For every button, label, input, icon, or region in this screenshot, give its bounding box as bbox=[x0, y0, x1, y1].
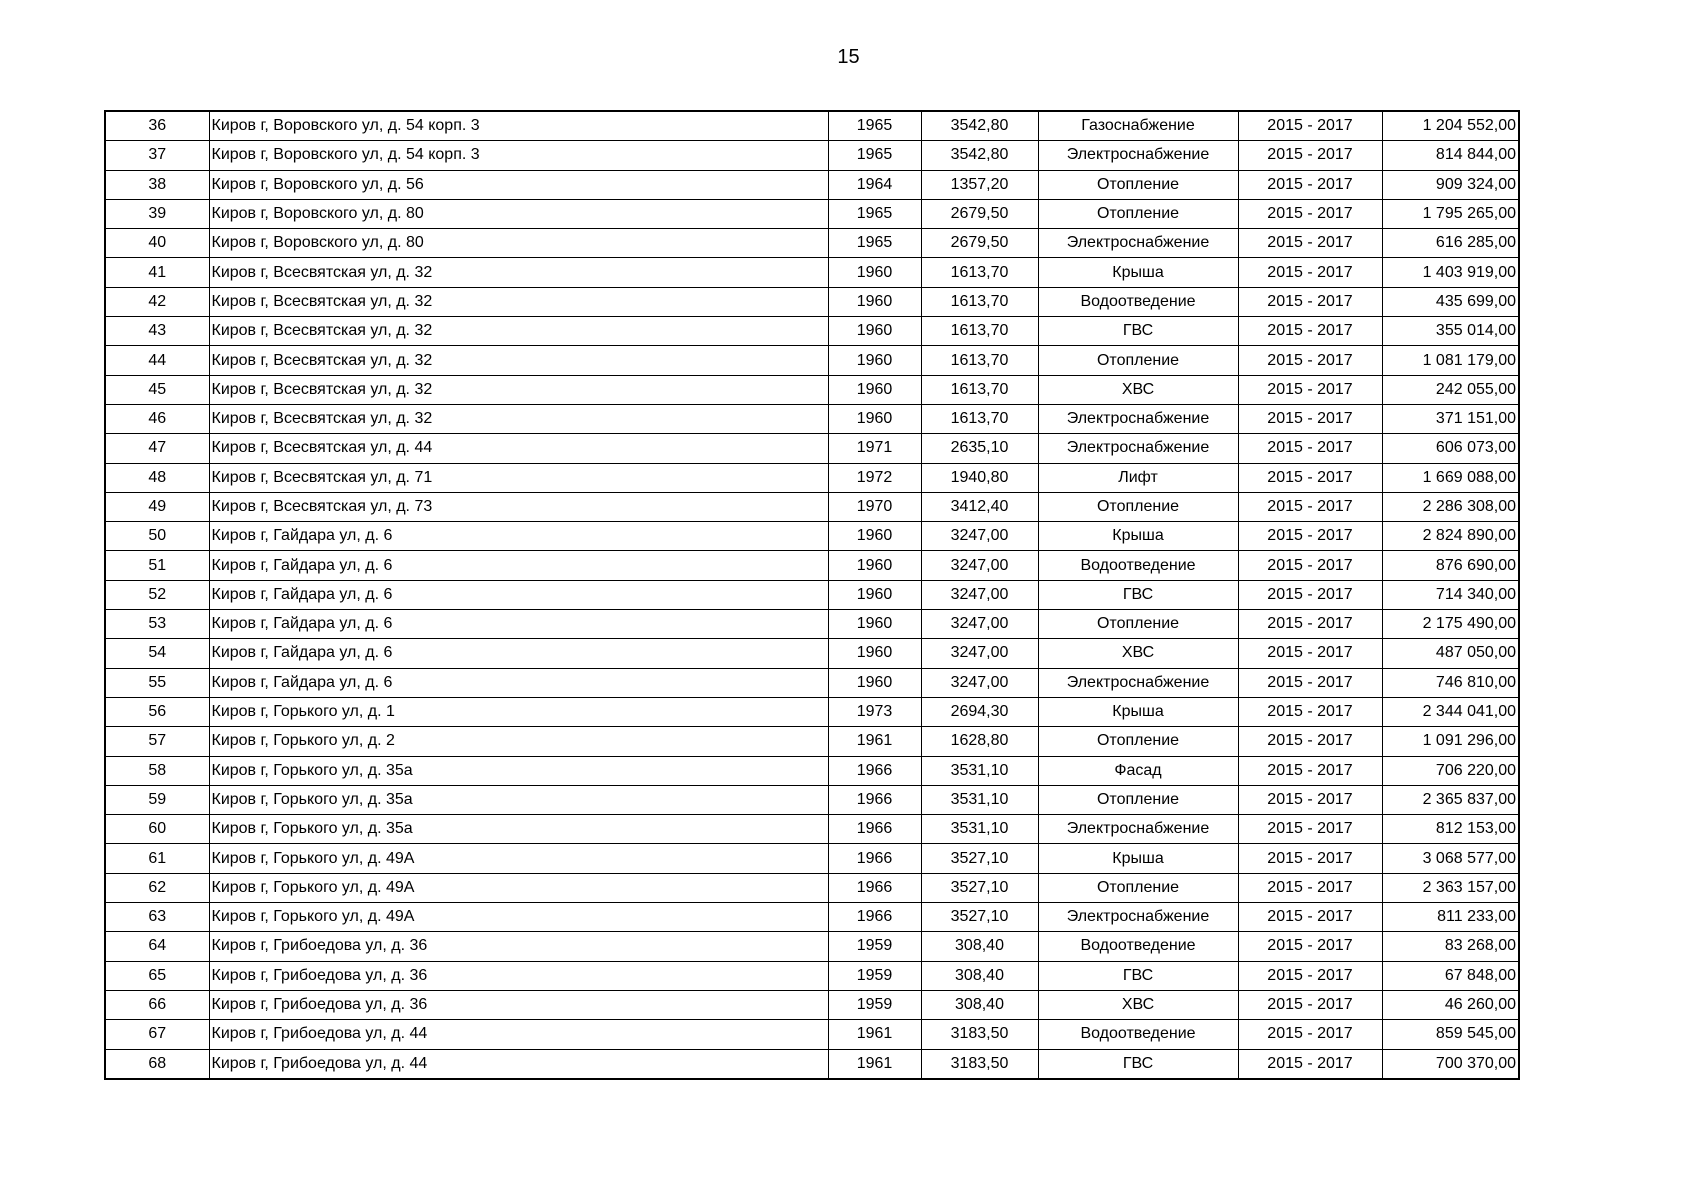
area-cell: 308,40 bbox=[921, 990, 1038, 1019]
row-number-cell: 41 bbox=[105, 258, 209, 287]
area-cell: 3247,00 bbox=[921, 551, 1038, 580]
address-cell: Киров г, Воровского ул, д. 54 корп. 3 bbox=[209, 111, 828, 141]
work-type-cell: ГВС bbox=[1038, 580, 1238, 609]
table-row bbox=[105, 317, 1519, 346]
address-cell: Киров г, Горького ул, д. 35а bbox=[209, 815, 828, 844]
row-number-cell: 65 bbox=[105, 961, 209, 990]
year-built-cell: 1961 bbox=[828, 1049, 921, 1079]
period-cell: 2015 - 2017 bbox=[1238, 404, 1382, 433]
year-built-cell: 1965 bbox=[828, 229, 921, 258]
table-row bbox=[105, 697, 1519, 726]
cost-cell: 242 055,00 bbox=[1382, 375, 1519, 404]
row-number-cell: 47 bbox=[105, 434, 209, 463]
period-cell: 2015 - 2017 bbox=[1238, 170, 1382, 199]
table-row bbox=[105, 434, 1519, 463]
row-number-cell: 57 bbox=[105, 727, 209, 756]
period-cell: 2015 - 2017 bbox=[1238, 756, 1382, 785]
row-number-cell: 45 bbox=[105, 375, 209, 404]
area-cell: 3527,10 bbox=[921, 903, 1038, 932]
address-cell: Киров г, Грибоедова ул, д. 36 bbox=[209, 961, 828, 990]
row-number-cell: 38 bbox=[105, 170, 209, 199]
work-type-cell: Отопление bbox=[1038, 727, 1238, 756]
period-cell: 2015 - 2017 bbox=[1238, 873, 1382, 902]
cost-cell: 2 286 308,00 bbox=[1382, 492, 1519, 521]
year-built-cell: 1960 bbox=[828, 522, 921, 551]
cost-cell: 83 268,00 bbox=[1382, 932, 1519, 961]
period-cell: 2015 - 2017 bbox=[1238, 727, 1382, 756]
year-built-cell: 1965 bbox=[828, 141, 921, 170]
year-built-cell: 1972 bbox=[828, 463, 921, 492]
address-cell: Киров г, Горького ул, д. 35а bbox=[209, 785, 828, 814]
table-row bbox=[105, 610, 1519, 639]
table-row bbox=[105, 580, 1519, 609]
cost-cell: 371 151,00 bbox=[1382, 404, 1519, 433]
address-cell: Киров г, Всесвятская ул, д. 32 bbox=[209, 404, 828, 433]
cost-cell: 606 073,00 bbox=[1382, 434, 1519, 463]
period-cell: 2015 - 2017 bbox=[1238, 932, 1382, 961]
cost-cell: 1 669 088,00 bbox=[1382, 463, 1519, 492]
address-cell: Киров г, Всесвятская ул, д. 32 bbox=[209, 258, 828, 287]
area-cell: 1613,70 bbox=[921, 258, 1038, 287]
table-row bbox=[105, 815, 1519, 844]
cost-cell: 876 690,00 bbox=[1382, 551, 1519, 580]
address-cell: Киров г, Воровского ул, д. 54 корп. 3 bbox=[209, 141, 828, 170]
work-type-cell: Крыша bbox=[1038, 697, 1238, 726]
address-cell: Киров г, Грибоедова ул, д. 36 bbox=[209, 990, 828, 1019]
address-cell: Киров г, Горького ул, д. 1 bbox=[209, 697, 828, 726]
address-cell: Киров г, Воровского ул, д. 80 bbox=[209, 199, 828, 228]
table-row bbox=[105, 1020, 1519, 1049]
year-built-cell: 1960 bbox=[828, 317, 921, 346]
table-row bbox=[105, 903, 1519, 932]
row-number-cell: 66 bbox=[105, 990, 209, 1019]
work-type-cell: Фасад bbox=[1038, 756, 1238, 785]
period-cell: 2015 - 2017 bbox=[1238, 785, 1382, 814]
cost-cell: 2 824 890,00 bbox=[1382, 522, 1519, 551]
work-type-cell: Водоотведение bbox=[1038, 1020, 1238, 1049]
year-built-cell: 1960 bbox=[828, 346, 921, 375]
row-number-cell: 49 bbox=[105, 492, 209, 521]
address-cell: Киров г, Воровского ул, д. 56 bbox=[209, 170, 828, 199]
row-number-cell: 53 bbox=[105, 610, 209, 639]
year-built-cell: 1966 bbox=[828, 785, 921, 814]
row-number-cell: 55 bbox=[105, 668, 209, 697]
address-cell: Киров г, Воровского ул, д. 80 bbox=[209, 229, 828, 258]
address-cell: Киров г, Горького ул, д. 49А bbox=[209, 903, 828, 932]
cost-cell: 435 699,00 bbox=[1382, 287, 1519, 316]
work-type-cell: Крыша bbox=[1038, 258, 1238, 287]
year-built-cell: 1960 bbox=[828, 287, 921, 316]
work-type-cell: Электроснабжение bbox=[1038, 141, 1238, 170]
year-built-cell: 1960 bbox=[828, 610, 921, 639]
row-number-cell: 59 bbox=[105, 785, 209, 814]
area-cell: 3183,50 bbox=[921, 1049, 1038, 1079]
table-row bbox=[105, 668, 1519, 697]
cost-cell: 616 285,00 bbox=[1382, 229, 1519, 258]
address-cell: Киров г, Грибоедова ул, д. 44 bbox=[209, 1020, 828, 1049]
work-type-cell: Электроснабжение bbox=[1038, 903, 1238, 932]
work-type-cell: Отопление bbox=[1038, 610, 1238, 639]
period-cell: 2015 - 2017 bbox=[1238, 375, 1382, 404]
table-row bbox=[105, 961, 1519, 990]
repair-program-table bbox=[104, 110, 1520, 1080]
period-cell: 2015 - 2017 bbox=[1238, 990, 1382, 1019]
year-built-cell: 1966 bbox=[828, 903, 921, 932]
row-number-cell: 68 bbox=[105, 1049, 209, 1079]
work-type-cell: Отопление bbox=[1038, 346, 1238, 375]
area-cell: 3247,00 bbox=[921, 580, 1038, 609]
address-cell: Киров г, Горького ул, д. 49А bbox=[209, 873, 828, 902]
table-row bbox=[105, 639, 1519, 668]
cost-cell: 909 324,00 bbox=[1382, 170, 1519, 199]
year-built-cell: 1960 bbox=[828, 551, 921, 580]
row-number-cell: 37 bbox=[105, 141, 209, 170]
period-cell: 2015 - 2017 bbox=[1238, 844, 1382, 873]
year-built-cell: 1960 bbox=[828, 375, 921, 404]
area-cell: 1613,70 bbox=[921, 317, 1038, 346]
row-number-cell: 67 bbox=[105, 1020, 209, 1049]
area-cell: 3247,00 bbox=[921, 668, 1038, 697]
period-cell: 2015 - 2017 bbox=[1238, 258, 1382, 287]
address-cell: Киров г, Гайдара ул, д. 6 bbox=[209, 668, 828, 697]
table-row bbox=[105, 492, 1519, 521]
row-number-cell: 51 bbox=[105, 551, 209, 580]
year-built-cell: 1964 bbox=[828, 170, 921, 199]
row-number-cell: 61 bbox=[105, 844, 209, 873]
area-cell: 3247,00 bbox=[921, 639, 1038, 668]
cost-cell: 812 153,00 bbox=[1382, 815, 1519, 844]
year-built-cell: 1960 bbox=[828, 668, 921, 697]
area-cell: 3531,10 bbox=[921, 756, 1038, 785]
year-built-cell: 1966 bbox=[828, 873, 921, 902]
cost-cell: 3 068 577,00 bbox=[1382, 844, 1519, 873]
work-type-cell: Электроснабжение bbox=[1038, 668, 1238, 697]
address-cell: Киров г, Всесвятская ул, д. 32 bbox=[209, 287, 828, 316]
area-cell: 3527,10 bbox=[921, 873, 1038, 902]
row-number-cell: 42 bbox=[105, 287, 209, 316]
work-type-cell: Водоотведение bbox=[1038, 932, 1238, 961]
address-cell: Киров г, Всесвятская ул, д. 71 bbox=[209, 463, 828, 492]
cost-cell: 1 204 552,00 bbox=[1382, 111, 1519, 141]
row-number-cell: 40 bbox=[105, 229, 209, 258]
work-type-cell: Лифт bbox=[1038, 463, 1238, 492]
area-cell: 3247,00 bbox=[921, 522, 1038, 551]
address-cell: Киров г, Всесвятская ул, д. 73 bbox=[209, 492, 828, 521]
area-cell: 3542,80 bbox=[921, 141, 1038, 170]
table-row bbox=[105, 785, 1519, 814]
cost-cell: 706 220,00 bbox=[1382, 756, 1519, 785]
area-cell: 2679,50 bbox=[921, 229, 1038, 258]
area-cell: 2679,50 bbox=[921, 199, 1038, 228]
period-cell: 2015 - 2017 bbox=[1238, 903, 1382, 932]
cost-cell: 67 848,00 bbox=[1382, 961, 1519, 990]
year-built-cell: 1961 bbox=[828, 727, 921, 756]
table-row bbox=[105, 258, 1519, 287]
address-cell: Киров г, Горького ул, д. 2 bbox=[209, 727, 828, 756]
period-cell: 2015 - 2017 bbox=[1238, 522, 1382, 551]
year-built-cell: 1959 bbox=[828, 990, 921, 1019]
table-row bbox=[105, 404, 1519, 433]
work-type-cell: Водоотведение bbox=[1038, 287, 1238, 316]
row-number-cell: 50 bbox=[105, 522, 209, 551]
period-cell: 2015 - 2017 bbox=[1238, 1049, 1382, 1079]
year-built-cell: 1966 bbox=[828, 844, 921, 873]
row-number-cell: 46 bbox=[105, 404, 209, 433]
table-row bbox=[105, 844, 1519, 873]
year-built-cell: 1971 bbox=[828, 434, 921, 463]
row-number-cell: 60 bbox=[105, 815, 209, 844]
row-number-cell: 39 bbox=[105, 199, 209, 228]
address-cell: Киров г, Грибоедова ул, д. 44 bbox=[209, 1049, 828, 1079]
table-row bbox=[105, 522, 1519, 551]
work-type-cell: ХВС bbox=[1038, 639, 1238, 668]
cost-cell: 1 795 265,00 bbox=[1382, 199, 1519, 228]
row-number-cell: 62 bbox=[105, 873, 209, 902]
period-cell: 2015 - 2017 bbox=[1238, 346, 1382, 375]
table-row bbox=[105, 287, 1519, 316]
period-cell: 2015 - 2017 bbox=[1238, 697, 1382, 726]
work-type-cell: ХВС bbox=[1038, 375, 1238, 404]
address-cell: Киров г, Гайдара ул, д. 6 bbox=[209, 551, 828, 580]
cost-cell: 700 370,00 bbox=[1382, 1049, 1519, 1079]
period-cell: 2015 - 2017 bbox=[1238, 492, 1382, 521]
row-number-cell: 44 bbox=[105, 346, 209, 375]
table-row bbox=[105, 1049, 1519, 1079]
area-cell: 1613,70 bbox=[921, 404, 1038, 433]
period-cell: 2015 - 2017 bbox=[1238, 434, 1382, 463]
table-row bbox=[105, 756, 1519, 785]
table-row bbox=[105, 229, 1519, 258]
work-type-cell: Электроснабжение bbox=[1038, 229, 1238, 258]
year-built-cell: 1965 bbox=[828, 111, 921, 141]
cost-cell: 1 081 179,00 bbox=[1382, 346, 1519, 375]
cost-cell: 2 363 157,00 bbox=[1382, 873, 1519, 902]
area-cell: 3531,10 bbox=[921, 785, 1038, 814]
table-row bbox=[105, 551, 1519, 580]
area-cell: 1940,80 bbox=[921, 463, 1038, 492]
page-number: 15 bbox=[837, 46, 860, 68]
work-type-cell: Крыша bbox=[1038, 522, 1238, 551]
period-cell: 2015 - 2017 bbox=[1238, 580, 1382, 609]
address-cell: Киров г, Всесвятская ул, д. 44 bbox=[209, 434, 828, 463]
address-cell: Киров г, Горького ул, д. 35а bbox=[209, 756, 828, 785]
cost-cell: 746 810,00 bbox=[1382, 668, 1519, 697]
period-cell: 2015 - 2017 bbox=[1238, 551, 1382, 580]
period-cell: 2015 - 2017 bbox=[1238, 1020, 1382, 1049]
table-row bbox=[105, 873, 1519, 902]
work-type-cell: ХВС bbox=[1038, 990, 1238, 1019]
cost-cell: 714 340,00 bbox=[1382, 580, 1519, 609]
period-cell: 2015 - 2017 bbox=[1238, 199, 1382, 228]
work-type-cell: Отопление bbox=[1038, 492, 1238, 521]
address-cell: Киров г, Грибоедова ул, д. 36 bbox=[209, 932, 828, 961]
year-built-cell: 1966 bbox=[828, 756, 921, 785]
year-built-cell: 1973 bbox=[828, 697, 921, 726]
table-row bbox=[105, 346, 1519, 375]
cost-cell: 2 344 041,00 bbox=[1382, 697, 1519, 726]
cost-cell: 487 050,00 bbox=[1382, 639, 1519, 668]
period-cell: 2015 - 2017 bbox=[1238, 463, 1382, 492]
table-row bbox=[105, 727, 1519, 756]
table-row bbox=[105, 463, 1519, 492]
table-row bbox=[105, 141, 1519, 170]
work-type-cell: Отопление bbox=[1038, 170, 1238, 199]
period-cell: 2015 - 2017 bbox=[1238, 317, 1382, 346]
area-cell: 3542,80 bbox=[921, 111, 1038, 141]
table-row bbox=[105, 375, 1519, 404]
cost-cell: 46 260,00 bbox=[1382, 990, 1519, 1019]
row-number-cell: 36 bbox=[105, 111, 209, 141]
period-cell: 2015 - 2017 bbox=[1238, 639, 1382, 668]
year-built-cell: 1959 bbox=[828, 961, 921, 990]
period-cell: 2015 - 2017 bbox=[1238, 141, 1382, 170]
year-built-cell: 1960 bbox=[828, 580, 921, 609]
period-cell: 2015 - 2017 bbox=[1238, 815, 1382, 844]
work-type-cell: Крыша bbox=[1038, 844, 1238, 873]
address-cell: Киров г, Гайдара ул, д. 6 bbox=[209, 522, 828, 551]
table-row bbox=[105, 111, 1519, 141]
row-number-cell: 63 bbox=[105, 903, 209, 932]
area-cell: 308,40 bbox=[921, 961, 1038, 990]
address-cell: Киров г, Всесвятская ул, д. 32 bbox=[209, 375, 828, 404]
address-cell: Киров г, Гайдара ул, д. 6 bbox=[209, 610, 828, 639]
area-cell: 308,40 bbox=[921, 932, 1038, 961]
area-cell: 1613,70 bbox=[921, 375, 1038, 404]
row-number-cell: 48 bbox=[105, 463, 209, 492]
year-built-cell: 1959 bbox=[828, 932, 921, 961]
year-built-cell: 1960 bbox=[828, 639, 921, 668]
row-number-cell: 56 bbox=[105, 697, 209, 726]
cost-cell: 355 014,00 bbox=[1382, 317, 1519, 346]
period-cell: 2015 - 2017 bbox=[1238, 668, 1382, 697]
period-cell: 2015 - 2017 bbox=[1238, 287, 1382, 316]
year-built-cell: 1965 bbox=[828, 199, 921, 228]
work-type-cell: Электроснабжение bbox=[1038, 434, 1238, 463]
cost-cell: 1 403 919,00 bbox=[1382, 258, 1519, 287]
year-built-cell: 1960 bbox=[828, 258, 921, 287]
row-number-cell: 64 bbox=[105, 932, 209, 961]
work-type-cell: Газоснабжение bbox=[1038, 111, 1238, 141]
area-cell: 3247,00 bbox=[921, 610, 1038, 639]
area-cell: 1613,70 bbox=[921, 346, 1038, 375]
work-type-cell: ГВС bbox=[1038, 317, 1238, 346]
area-cell: 2635,10 bbox=[921, 434, 1038, 463]
row-number-cell: 58 bbox=[105, 756, 209, 785]
row-number-cell: 52 bbox=[105, 580, 209, 609]
area-cell: 1628,80 bbox=[921, 727, 1038, 756]
work-type-cell: ГВС bbox=[1038, 1049, 1238, 1079]
address-cell: Киров г, Гайдара ул, д. 6 bbox=[209, 580, 828, 609]
period-cell: 2015 - 2017 bbox=[1238, 961, 1382, 990]
cost-cell: 859 545,00 bbox=[1382, 1020, 1519, 1049]
year-built-cell: 1960 bbox=[828, 404, 921, 433]
period-cell: 2015 - 2017 bbox=[1238, 610, 1382, 639]
year-built-cell: 1970 bbox=[828, 492, 921, 521]
table-row bbox=[105, 170, 1519, 199]
cost-cell: 811 233,00 bbox=[1382, 903, 1519, 932]
work-type-cell: Отопление bbox=[1038, 199, 1238, 228]
period-cell: 2015 - 2017 bbox=[1238, 111, 1382, 141]
table-row bbox=[105, 199, 1519, 228]
year-built-cell: 1961 bbox=[828, 1020, 921, 1049]
address-cell: Киров г, Всесвятская ул, д. 32 bbox=[209, 317, 828, 346]
cost-cell: 2 365 837,00 bbox=[1382, 785, 1519, 814]
row-number-cell: 54 bbox=[105, 639, 209, 668]
area-cell: 3531,10 bbox=[921, 815, 1038, 844]
work-type-cell: Электроснабжение bbox=[1038, 815, 1238, 844]
work-type-cell: Водоотведение bbox=[1038, 551, 1238, 580]
area-cell: 1613,70 bbox=[921, 287, 1038, 316]
year-built-cell: 1966 bbox=[828, 815, 921, 844]
area-cell: 2694,30 bbox=[921, 697, 1038, 726]
address-cell: Киров г, Гайдара ул, д. 6 bbox=[209, 639, 828, 668]
address-cell: Киров г, Горького ул, д. 49А bbox=[209, 844, 828, 873]
cost-cell: 814 844,00 bbox=[1382, 141, 1519, 170]
work-type-cell: Отопление bbox=[1038, 785, 1238, 814]
area-cell: 1357,20 bbox=[921, 170, 1038, 199]
area-cell: 3412,40 bbox=[921, 492, 1038, 521]
cost-cell: 2 175 490,00 bbox=[1382, 610, 1519, 639]
area-cell: 3183,50 bbox=[921, 1020, 1038, 1049]
cost-cell: 1 091 296,00 bbox=[1382, 727, 1519, 756]
period-cell: 2015 - 2017 bbox=[1238, 229, 1382, 258]
table-row bbox=[105, 932, 1519, 961]
address-cell: Киров г, Всесвятская ул, д. 32 bbox=[209, 346, 828, 375]
work-type-cell: ГВС bbox=[1038, 961, 1238, 990]
area-cell: 3527,10 bbox=[921, 844, 1038, 873]
table-row bbox=[105, 990, 1519, 1019]
table-body bbox=[105, 111, 1519, 1079]
work-type-cell: Электроснабжение bbox=[1038, 404, 1238, 433]
row-number-cell: 43 bbox=[105, 317, 209, 346]
work-type-cell: Отопление bbox=[1038, 873, 1238, 902]
